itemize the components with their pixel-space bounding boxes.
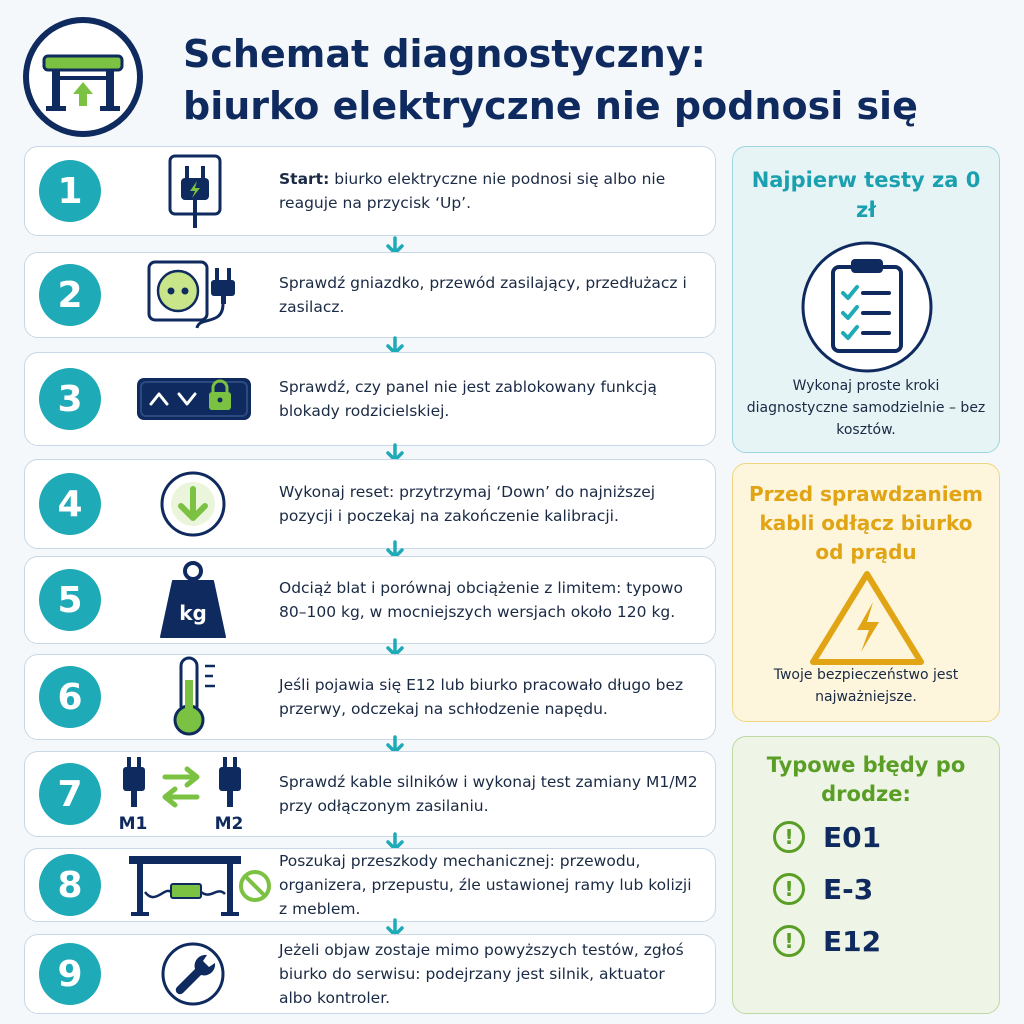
error-item-e12 — [773, 921, 881, 961]
free-tests-note: Wykonaj proste kroki diagnostyczne samodzielnie – bez kosztów. — [746, 378, 986, 438]
step-number: 8 — [39, 854, 101, 916]
cable-swap-icon — [111, 753, 271, 835]
cable-label-m2: M2 — [214, 814, 244, 834]
page-title — [183, 28, 1013, 132]
step-text: Jeżeli objaw zostaje mimo powyższych testów, zgłoś biurko do serwisu: podejrzany jest silnik, aktuator albo kontroler. — [279, 941, 684, 1007]
common-errors-title: Typowe błędy po drodze: — [766, 753, 966, 806]
exclamation-icon: ! — [773, 925, 805, 957]
thermometer-icon — [129, 656, 257, 738]
step-number: 1 — [39, 160, 101, 222]
warning-lightning-icon — [807, 568, 927, 668]
step-number: 4 — [39, 473, 101, 535]
control-panel-lock-icon — [129, 358, 257, 440]
error-code: E-3 — [823, 872, 874, 906]
step-number: 7 — [39, 763, 101, 825]
weight-label: kg — [179, 601, 207, 625]
step-text: Poszukaj przeszkody mechanicznej: przewodu, organizera, przepustu, źle ustawionej ramy lub kolizji z meblem. — [279, 852, 692, 918]
step-text: Wykonaj reset: przytrzymaj ‘Down’ do najniższej pozycji i poczekaj na zakończenie kalibracji. — [279, 483, 656, 525]
common-errors-box — [732, 736, 1000, 1014]
step-body: biurko elektryczne nie podnosi się albo nie reaguje na przycisk ‘Up’. — [279, 170, 666, 212]
step-2 — [24, 252, 716, 338]
weight-icon — [129, 559, 257, 641]
step-8 — [24, 848, 716, 922]
wrench-icon — [129, 933, 257, 1015]
step-1 — [24, 146, 716, 236]
safety-warning-note: Twoje bezpieczeństwo jest najważniejsze. — [773, 667, 959, 705]
step-7 — [24, 751, 716, 837]
title-line-2: biurko elektryczne nie podnosi się — [183, 84, 918, 128]
free-tests-title: Najpierw testy za 0 zł — [751, 168, 981, 222]
step-text: Sprawdź kable silników i wykonaj test zamiany M1/M2 przy odłączonym zasilaniu. — [279, 773, 698, 815]
step-text: Jeśli pojawia się E12 lub biurko pracowało długo bez przerwy, odczekaj na schłodzenie napędu. — [279, 676, 684, 718]
step-6 — [24, 654, 716, 740]
desk-logo-icon — [22, 16, 144, 138]
error-code: E12 — [823, 924, 882, 958]
title-line-1: Schemat diagnostyczny: — [183, 32, 706, 76]
step-5 — [24, 556, 716, 644]
step-lead: Start: — [279, 170, 330, 188]
step-3 — [24, 352, 716, 446]
step-number: 3 — [39, 368, 101, 430]
power-plug-icon — [129, 150, 257, 232]
cable-label-m1: M1 — [118, 814, 148, 834]
outlet-plug-icon — [129, 254, 257, 336]
safety-warning-title: Przed sprawdzaniem kabli odłącz biurko od prądu — [748, 482, 983, 564]
error-code: E01 — [823, 820, 882, 854]
step-text: Sprawdź, czy panel nie jest zablokowany funkcją blokady rodzicielskiej. — [279, 378, 657, 420]
step-number: 9 — [39, 943, 101, 1005]
exclamation-icon: ! — [773, 821, 805, 853]
error-item-e3 — [773, 869, 873, 909]
exclamation-icon: ! — [773, 873, 805, 905]
step-text: Odciąż blat i porównaj obciążenie z limitem: typowo 80–100 kg, w mocniejszych wersjach około 120 kg. — [279, 579, 683, 621]
safety-warning-box — [732, 463, 1000, 722]
step-number: 6 — [39, 666, 101, 728]
step-text: Sprawdź gniazdko, przewód zasilający, przedłużacz i zasilacz. — [279, 274, 687, 316]
clipboard-check-icon — [797, 237, 937, 377]
step-9 — [24, 934, 716, 1014]
down-arrow-icon — [129, 463, 257, 545]
error-item-e01 — [773, 817, 881, 857]
desk-obstruction-icon — [125, 850, 275, 920]
step-number: 2 — [39, 264, 101, 326]
step-text — [279, 167, 701, 215]
step-number: 5 — [39, 569, 101, 631]
step-4 — [24, 459, 716, 549]
free-tests-box — [732, 146, 1000, 453]
